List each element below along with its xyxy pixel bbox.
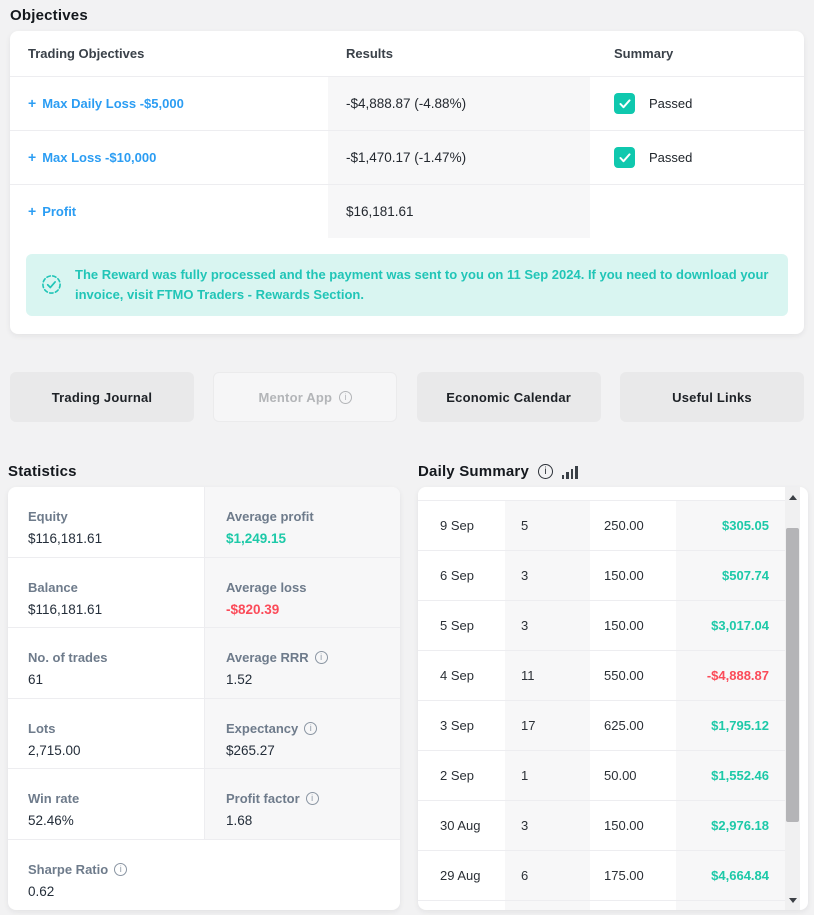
plus-icon: +	[28, 95, 37, 112]
objective-row-profit	[10, 184, 804, 238]
mentor-app-button[interactable]	[213, 372, 397, 422]
max-daily-loss-link[interactable]	[28, 96, 184, 111]
trading-journal-button[interactable]: Trading Journal	[10, 372, 194, 422]
daily-summary-card	[418, 487, 808, 910]
daily-row: 5 Sep 3 150.00 $3,017.04	[418, 600, 785, 650]
partial-row-top	[418, 487, 785, 500]
daily-row: 9 Sep 5 250.00 $305.05	[418, 500, 785, 550]
daily-row: 6 Sep 3 150.00 $507.74	[418, 550, 785, 600]
scroll-up-arrow-icon[interactable]	[785, 489, 800, 505]
objective-label: Max Loss -$10,000	[42, 149, 157, 165]
stat-expectancy: Expectancy i $265.27	[205, 699, 400, 770]
scrollbar-thumb[interactable]	[786, 528, 799, 822]
stat-balance: Balance $116,181.61	[8, 558, 205, 629]
stat-win-rate: Win rate 52.46%	[8, 769, 205, 840]
daily-summary-scrollbar[interactable]	[785, 487, 800, 910]
stat-sharpe-ratio: Sharpe Ratio i 0.62	[8, 840, 400, 911]
objectives-card	[10, 31, 804, 334]
objective-label: Profit	[42, 203, 77, 219]
passed-checkbox[interactable]	[614, 147, 635, 168]
check-icon	[619, 153, 631, 163]
scroll-down-arrow-icon[interactable]	[785, 892, 800, 908]
info-icon[interactable]	[538, 464, 553, 479]
bar-chart-icon[interactable]	[562, 465, 578, 479]
profit-link[interactable]	[28, 204, 76, 219]
plus-icon: +	[28, 203, 37, 220]
objectives-table-header	[10, 31, 804, 76]
header-results: Results	[346, 46, 393, 61]
plus-icon: +	[28, 149, 37, 166]
stat-average-profit: Average profit $1,249.15	[205, 487, 400, 558]
daily-row: 2 Sep 1 50.00 $1,552.46	[418, 750, 785, 800]
stat-equity: Equity $116,181.61	[8, 487, 205, 558]
stat-average-rrr: Average RRR i 1.52	[205, 628, 400, 699]
objectives-title: Objectives	[10, 7, 88, 24]
objective-row-max-loss	[10, 130, 804, 184]
daily-summary-title: Daily Summary	[418, 463, 529, 480]
useful-links-button[interactable]: Useful Links	[620, 372, 804, 422]
header-trading-objectives: Trading Objectives	[28, 46, 145, 61]
statistics-card	[8, 487, 400, 910]
reward-notice-banner	[26, 254, 788, 316]
economic-calendar-button[interactable]: Economic Calendar	[417, 372, 601, 422]
info-icon[interactable]	[114, 863, 127, 876]
bottom-section	[10, 462, 804, 910]
check-icon	[619, 99, 631, 109]
objectives-section	[10, 6, 804, 334]
objective-result: -$1,470.17 (-1.47%)	[346, 150, 467, 165]
objective-row-max-daily-loss	[10, 76, 804, 130]
status-label: Passed	[649, 96, 693, 111]
daily-row: 4 Sep 11 550.00 -$4,888.87	[418, 650, 785, 700]
max-loss-link[interactable]	[28, 150, 156, 165]
stat-profit-factor: Profit factor i 1.68	[205, 769, 400, 840]
info-icon[interactable]	[306, 792, 319, 805]
info-icon[interactable]	[339, 391, 352, 404]
passed-checkbox[interactable]	[614, 93, 635, 114]
daily-summary-section	[418, 462, 808, 910]
statistics-title: Statistics	[8, 463, 77, 480]
objective-result: -$4,888.87 (-4.88%)	[346, 96, 467, 111]
partial-row-bottom	[418, 900, 785, 910]
info-icon[interactable]	[315, 651, 328, 664]
objective-label: Max Daily Loss -$5,000	[42, 95, 184, 111]
info-icon[interactable]	[304, 722, 317, 735]
stat-lots: Lots 2,715.00	[8, 699, 205, 770]
stat-no-of-trades: No. of trades 61	[8, 628, 205, 699]
reward-notice-text: The Reward was fully processed and the payment was sent to you on 11 Sep 2024. If you need to download your invoice, visit FTMO Traders - Rewards Section.	[75, 267, 769, 302]
daily-row: 29 Aug 6 175.00 $4,664.84	[418, 850, 785, 900]
quick-links-row	[10, 372, 804, 422]
header-summary: Summary	[614, 46, 674, 61]
check-circle-dashed-icon	[41, 274, 62, 295]
daily-row: 30 Aug 3 150.00 $2,976.18	[418, 800, 785, 850]
mentor-app-label: Mentor App	[258, 389, 333, 405]
stat-average-loss: Average loss -$820.39	[205, 558, 400, 629]
daily-summary-table	[418, 487, 785, 910]
daily-row: 3 Sep 17 625.00 $1,795.12	[418, 700, 785, 750]
statistics-section	[8, 462, 400, 910]
status-label: Passed	[649, 150, 693, 165]
objective-result: $16,181.61	[346, 204, 414, 219]
